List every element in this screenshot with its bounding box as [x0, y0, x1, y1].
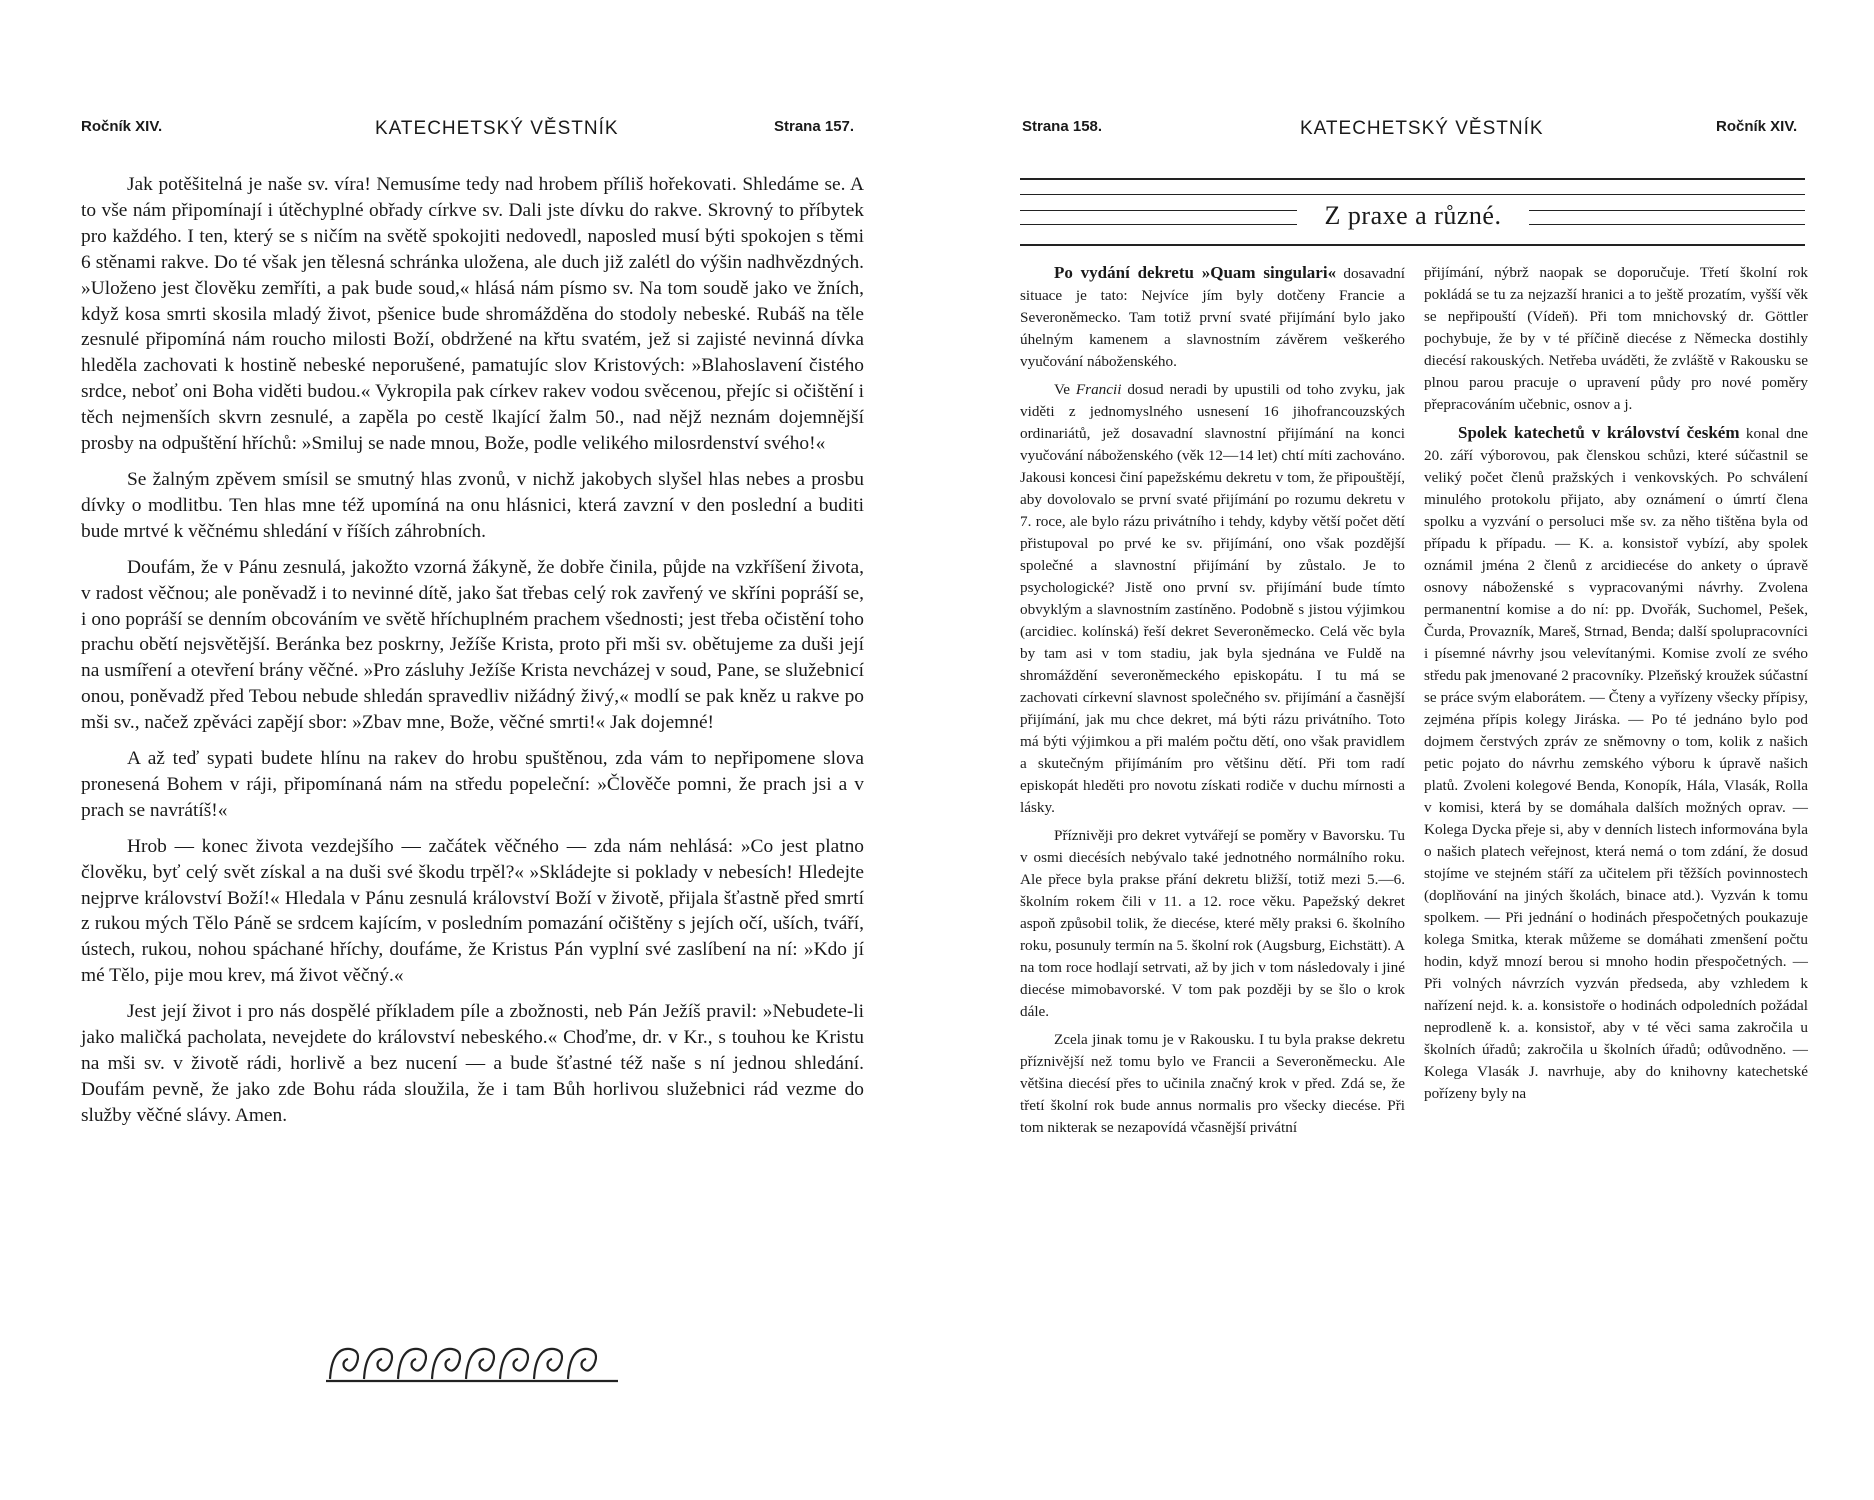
paragraph-lead: Po vydání dekretu »Quam singulari« — [1054, 263, 1337, 282]
paragraph: Doufám, že v Pánu zesnulá, jakožto vzorná žákyně, že dobře činila, půjde na vzkříšení života, v radost věčnou; ale poněvadž i to nevinné dítě, jako šat třebas celý rok zavřený ve skříni popráší se, i ono popráší se denním obcováním ve světě hříchuplném prachem všednosti; jest třeba očistění toho prachu obětí nejsvětější. Beránka bez poskrny, Ježíše Krista, proto při mši sv. obětujeme za duši její na usmíření a otevření brány věčné. »Pro zásluhy Ježíše Krista nevcházej v soud, Pane, se služebnicí onou, poněvadž před Tebou nebude shledán spravedliv nižádný živý,« modlí se pak kněz u rakve po mši sv., načež zpěváci zapějí sbor: »Zbav mne, Bože, věčné smrti!« Jak dojemné! — [81, 556, 864, 734]
paragraph: A až teď sypati budete hlínu na rakev do hrobu spuštěnou, zda vám to nepřipomene slova pronesená Bohem v ráji, připomínaná nám na středu popeleční: »Člověče pomni, že prach jsi a v prach se navrátíš!« — [81, 748, 864, 821]
left-page-running-title: KATECHETSKÝ VĚSTNÍK — [375, 118, 619, 139]
paragraph-text: Ve — [1054, 381, 1076, 398]
right-page-column-2 — [1424, 262, 1808, 1111]
rule — [1020, 178, 1805, 180]
left-page-number: Strana 157. — [774, 118, 855, 135]
paragraph — [1424, 422, 1808, 1105]
paragraph: Se žalným zpěvem smísil se smutný hlas zvonů, v nichž jakobych slyšel hlas nebes a prosbu dívky o modlitbu. Ten hlas mne též upomíná na onu hlásnici, která zavzní v den poslední a buditi bude mrtvé k věčnému shledání v říších záhrobních. — [81, 468, 864, 542]
paragraph-lead: Spolek katechetů v království českém — [1458, 423, 1740, 442]
paragraph-text: dosavadní situace je tato: Nejvíce jím byly dotčeny Francie a Severoněmecko. Tam totiž první svaté přijímání bylo jako úhelným kamenem a slavnostním závěrem veškerého vyučování náboženského. — [1020, 265, 1405, 370]
right-page-running-title: KATECHETSKÝ VĚSTNÍK — [1300, 118, 1544, 139]
right-page-column-1 — [1020, 262, 1405, 1145]
right-page-number: Strana 158. — [1022, 118, 1103, 135]
left-page-volume: Ročník XIV. — [81, 118, 163, 135]
paragraph-text: dosud neradi by upustili od toho zvyku, jak viděti z jednomyslného usnesení 16 jihofrancouzských ordinariátů, jež dosavadní slavnostní přijímání na konci vyučování náboženského (věk 12—14 let) chtí míti zachováno. Jakousi koncesi činí papežskému dekretu v tom, že připouštějí, aby dovolovalo se první svaté přijímání po rozumu dekretu v 7. roce, ale bylo rázu privátního i tehdy, kdyby větší počet dětí přistupoval po prvé ke sv. přijímání, ono však pozdější společné a slavnostní přijímání by zůstalo. Je to psychologické? Jistě ono první sv. přijímání bude tímto obvyklým a slavnostním zastíněno. Podobně s jistou výjimkou (arcidiec. kolínská) řeší dekret Severoněmecko. Celá věc byla by tam asi v tom stadiu, jak byla sjednána ve Fuldě na shromáždění severoněmeckého episkopátu. I tu má se zachovati církevní slavnost společného sv. přijímání a časnější přijímání, jak mu chce dekret, má býti rázu privátního. Toto má býti výjimkou a při malém počtu dětí, ono však pravidlem a skutečným přijímáním pro většinu dětí. Při tom radí episkopát hleděti pro novotu získati rodiče v duchu mírnosti a lásky. — [1020, 381, 1405, 816]
paragraph: Jest její život i pro nás dospělé příkladem píle a zbožnosti, neb Pán Ježíš pravil: »Nebudete-li jako maličká pacholata, nevejdete do království nebeského.« Choďme, dr. v Kr., s touhou ke Kristu na mši sv. v životě rádi, horlivě a bez nucení — a bude šťastné též naše s ní jednou shledání. Doufám pevně, že jako zde Bohu ráda sloužila, že i tam Bůh horlivou služebnici rád vezme do služby věčné slávy. Amen. — [81, 1001, 864, 1126]
paragraph-text: konal dne 20. září výborovou, pak členskou schůzi, které súčastnil se veliký počet členů pražských i venkovských. Po schválení minulého protokolu přijato, aby oznámení o úmrtí člena spolku a vyzvání o persoluci mše sv. za něho tištěna byla od případu k případu. — K. a. konsistoř vybízí, aby spolek oznámil jména 2 členů z arcidiecése do ankety o úpravě osnovy náboženské s vypracovanými návrhy. Zvolena permanentní komise a do ní: pp. Dvořák, Suchomel, Pešek, Čurda, Provazník, Mareš, Strnad, Benda; další spolupracovníci i písemné návrhy jsou velevítanými. Komise zvolí ze svého středu pak jmenované 2 pracovníky. Plzeňský kroužek súčastní se práce svým elaborátem. — Čteny a vyřízeny všecky přípisy, zejména přípis kolegy Jiráska. — Po té jednáno bylo pod dojmem čerstvých zpráv ze sněmovny o tom, kolik z našich petic pojato do návrhu zemského výboru k úpravě našich platů. Zvoleni kolegové Benda, Konopík, Hála, Vlasák, Rolla v komisi, která by se domáhala dalších možných oprav. — Kolega Dycka přeje si, aby v denních listech informována byla o našich platech veřejnost, která nemá o tom zdání, že dosud stojíme ve stejném stáří za učitelem při těžších povinnostech (doplňování na jiných školách, binace atd.). Vyzván k tomu spolkem. — Při jednání o hodinách přespočetných poukazuje kolega Smitka, kterak můžeme se domáhati zmenšení počtu hodin, když mnozí berou si mnoho hodin přespočetných. — Při volných návrzích vyzván předseda, aby vzhledem k nařízení nejd. k. a. konsistoře o hodinách odpoledních požádal neprodleně k. a. konsistoř, aby v té věci sama zakročila u školních úřadů; zakročila u školních úřadů; odůvodněno. — Kolega Vlasák J. navrhuje, aby do knihovny katechetské pořízeny byly na — [1424, 425, 1809, 1102]
paragraph — [1020, 379, 1405, 819]
paragraph: Příznivěji pro dekret vytvářejí se poměry v Bavorsku. Tu v osmi diecésích nebývalo také jednotného normálního roku. Ale přece byla prakse přání dekretu bližší, totiž mezi 5.—6. školním rokem čili v 11. a 12. roce věku. Papežský dekret aspoň způsobil tolik, že diecése, které měly praksi 6. školního roku, posunuly termín na 5. školní rok (Augsburg, Eichstätt). A na tom roce hodlají setrvati, až by jich v tom následovaly i jiné diecése mimobavorské. V tom pak později by se šlo o krok dále. — [1020, 827, 1405, 1020]
decorative-ornament-icon — [322, 1339, 622, 1385]
rule — [1020, 244, 1805, 246]
left-page-body — [81, 172, 864, 1139]
paragraph: přijímání, nýbrž naopak se doporučuje. Třetí školní rok pokládá se tu za nejzazší hranici a to ještě prozatím, vyšší věk se nepřipouští (Vídeň). Při tom mnichovský dr. Göttler pochybuje, že by v té příčině diecése z Německa dostihly diecésí rakouských. Netřeba uváděti, že zvláště v Rakousku se plnou parou pracuje o upravení půdy pro nové poměry přepracováním učebnic, osnov a j. — [1424, 264, 1808, 413]
emphasis: Francii — [1075, 381, 1122, 398]
section-title: Z praxe a různé. — [1297, 196, 1529, 236]
paragraph — [1020, 262, 1405, 373]
rule — [1020, 194, 1805, 195]
paragraph: Hrob — konec života vezdejšího — začátek věčného — zda nám nehlásá: »Co jest platno člověku, byť celý svět získal a na duši své škodu trpěl?« »Skládejte si poklady v nebesích! Hledejte nejprve království Boží!« Hledala v Pánu zesnulá království Boží v životě, přijala šťastně před smrtí z rukou mých Tělo Páně se srdcem kajícím, v posledním pomazání očištěny s jejích očí, uších, tváří, ústech, rukou, nohou spáchané hříchy, doufáme, že Kristus Pán vyplní své zaslíbení na ní: »Kdo jí mé Tělo, pije mou krev, má život věčný.« — [81, 835, 864, 987]
paragraph: Zcela jinak tomu je v Rakousku. I tu byla prakse dekretu příznivější než tomu bylo ve Francii a Severoněmecku. Ale většina diecésí přes to učinila značný krok v před. Zdá se, že třetí školní rok bude annus normalis pro všecky diecése. Při tom nikterak se nezapovídá včasnější privátní — [1020, 1031, 1405, 1136]
paragraph: Jak potěšitelná je naše sv. víra! Nemusíme tedy nad hrobem příliš hořekovati. Shledáme se. A to vše nám připomínají i útěchyplné obřady církve sv. Dali jste dívku do rakve. Skrovný to příbytek pro každého. I ten, který se s ničím na světě spokojiti nedovedl, naposled musí býti spokojen s těmi 6 stěnami rakve. Do té však jen tělesná schránka uložena, ale duch již zalétl do výšin nadhvězdných. »Uloženo jest člověku zemříti, a pak bude soud,« hlásá nám písmo sv. Na tom soudě jako ve žních, když kosa smrti skosila mladý život, pšenice bude shromážděna do stodoly nebeské. Rubáš na těle zesnulé připomíná nám roucho milosti Boží, obdržené na křtu svatém, jež si zajisté nevinná dívka hleděla zachovati k hostině nebeské neporušené, pamatujíc slov Kristových: »Blahoslavení čistého srdce, neboť oni Boha viděti budou.« Vykropila pak církev rakev vodou svěcenou, přejíc si očištění i těch nejmenších skvrn zesnulé, a zapěla po cestě lkající žalm 50., nad nějž neznám dojemnější prosby na odpuštění hříchů: »Smiluj se nade mnou, Bože, podle velikého milosrdenství svého!« — [81, 174, 864, 455]
right-page-volume: Ročník XIV. — [1716, 118, 1798, 135]
